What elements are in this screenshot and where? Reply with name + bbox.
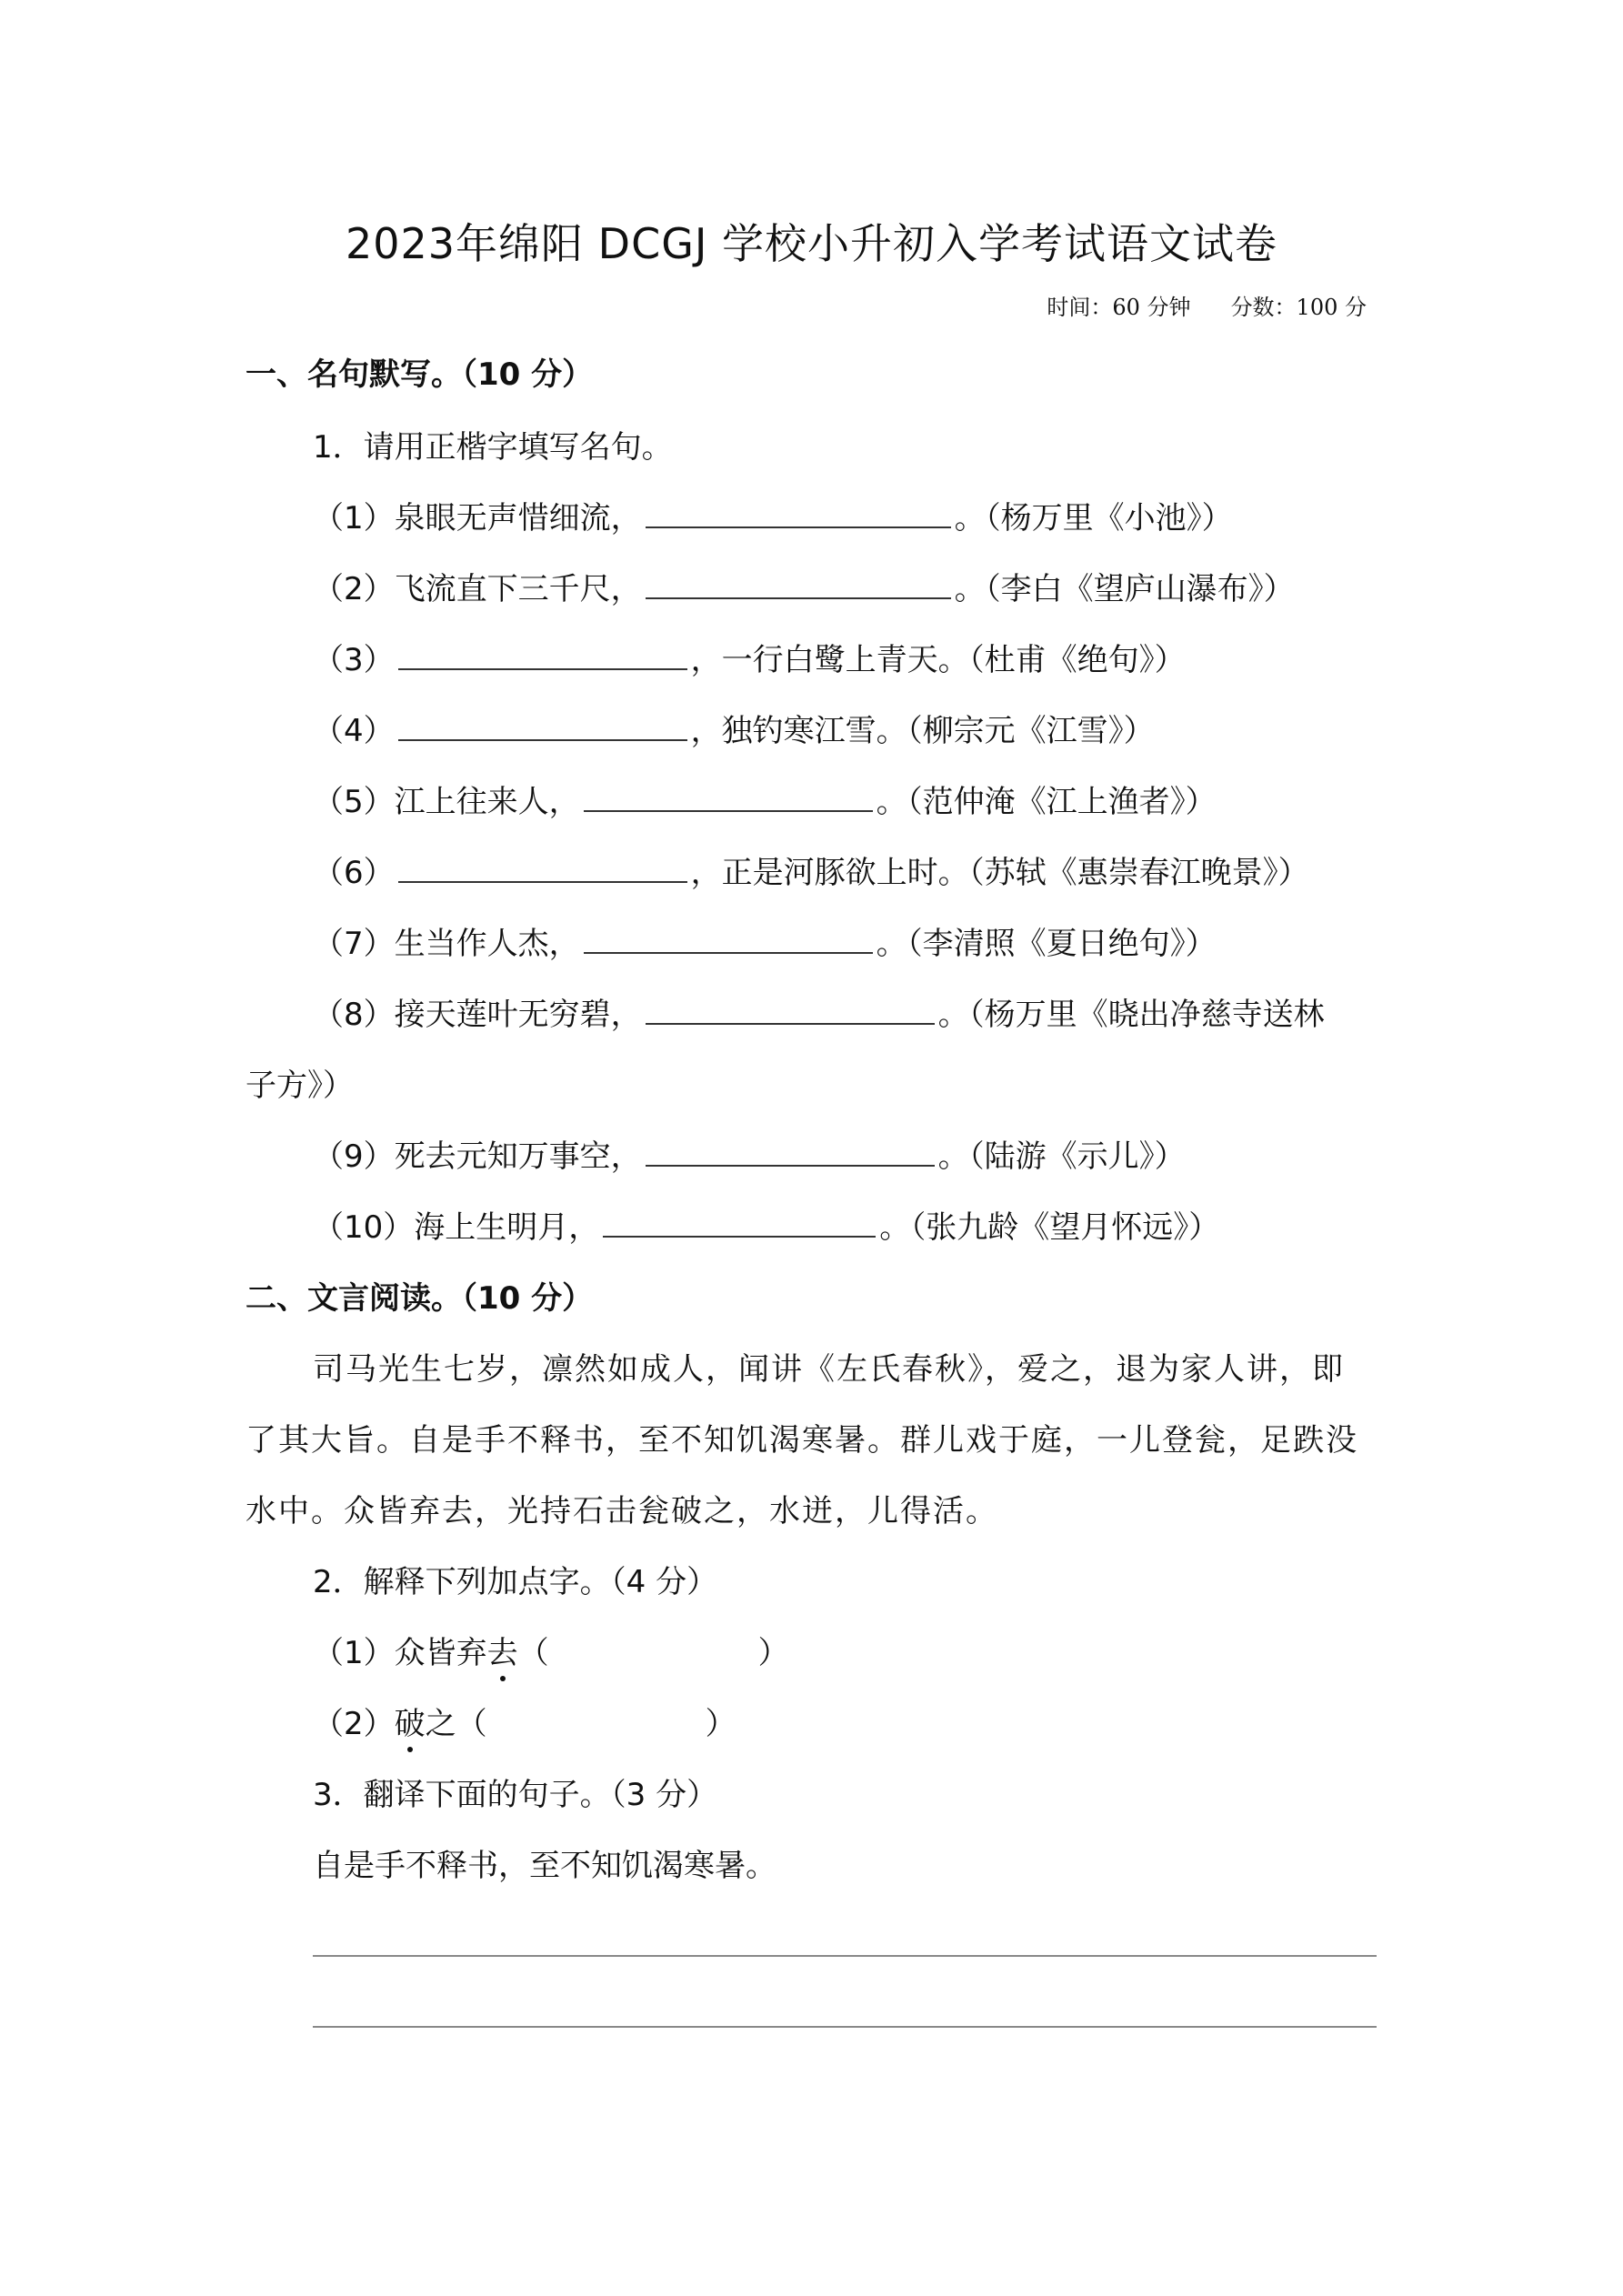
q2-item-1: （1）众皆弃去（ ）	[313, 1628, 789, 1672]
fill-item-4: （4） ，独钓寒江雪。（柳宗元《江雪》）	[313, 706, 1155, 750]
passage-line-2: 了其大旨。自是手不释书，至不知饥渴寒暑。群儿戏于庭，一儿登瓮，足跌没	[245, 1422, 1358, 1459]
answer-blank-2[interactable]	[646, 566, 951, 599]
fill-item-10: （10）海上生明月， 。（张九龄《望月怀远》）	[313, 1202, 1219, 1247]
answer-line-1[interactable]	[313, 1955, 1377, 1957]
answer-blank-9[interactable]	[646, 1134, 935, 1167]
fill-item-8: （8）接天莲叶无穷碧， 。（杨万里《晓出净慈寺送林	[313, 989, 1325, 1034]
fill-item-6: （6） ，正是河豚欲上时。（苏轼《惠崇春江晚景》）	[313, 847, 1309, 892]
section-heading-1: 一、名句默写。（10 分）	[245, 356, 594, 393]
passage-line-3: 水中。众皆弃去，光持石击瓮破之，水迸，儿得活。	[245, 1493, 998, 1529]
translate-sentence: 自是手不释书，至不知饥渴寒暑。	[313, 1848, 776, 1884]
fill-item-9: （9）死去元知万事空， 。（陆游《示儿》）	[313, 1131, 1186, 1176]
dotted-char-qu: 去	[487, 1628, 518, 1672]
section-heading-2: 二、文言阅读。（10 分）	[245, 1280, 594, 1317]
question-3-prompt: 3．翻译下面的句子。（3 分）	[313, 1777, 718, 1813]
fill-item-3: （3） ，一行白鹭上青天。（杜甫《绝句》）	[313, 635, 1186, 679]
answer-blank-7[interactable]	[584, 921, 873, 954]
question-1-prompt: 1．请用正楷字填写名句。	[313, 429, 673, 466]
question-2-prompt: 2．解释下列加点字。（4 分）	[313, 1564, 718, 1600]
fill-item-7: （7）生当作人杰， 。（李清照《夏日绝句》）	[313, 918, 1217, 963]
answer-blank-4[interactable]	[398, 708, 687, 741]
answer-line-2[interactable]	[313, 2026, 1377, 2028]
exam-meta	[1047, 289, 1367, 321]
answer-blank-6[interactable]	[398, 850, 687, 883]
passage-line-1: 司马光生七岁，凛然如成人，闻讲《左氏春秋》，爱之，退为家人讲，即	[313, 1351, 1345, 1388]
fill-item-5: （5）江上往来人， 。（范仲淹《江上渔者》）	[313, 777, 1217, 821]
answer-blank-10[interactable]	[603, 1205, 876, 1238]
answer-blank-5[interactable]	[584, 779, 873, 812]
exam-score: 分数：100 分	[1230, 295, 1367, 320]
answer-blank-8[interactable]	[646, 992, 935, 1025]
exam-time: 时间：60 分钟	[1047, 295, 1191, 320]
dotted-char-po: 破	[395, 1699, 426, 1743]
fill-item-2: （2）飞流直下三千尺， 。（李白《望庐山瀑布》）	[313, 564, 1295, 608]
exam-title: 2023年绵阳 DCGJ 学校小升初入学考试语文试卷	[345, 219, 1278, 268]
answer-blank-1[interactable]	[646, 496, 951, 528]
fill-item-1: （1）泉眼无声惜细流， 。（杨万里《小池》）	[313, 493, 1233, 537]
fill-item-8-continued: 子方》）	[245, 1068, 354, 1104]
answer-blank-3[interactable]	[398, 637, 687, 670]
q2-item-2: （2）破之（ ）	[313, 1699, 736, 1743]
